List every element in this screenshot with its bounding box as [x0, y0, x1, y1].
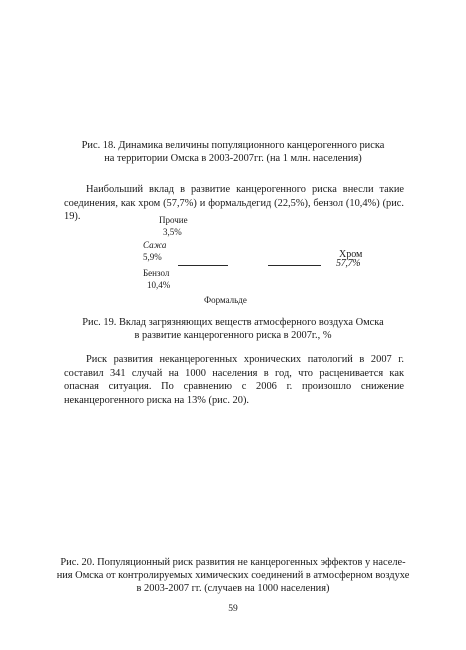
leader-line-left	[178, 265, 228, 266]
label-prochie-value: 3,5%	[163, 227, 182, 237]
figure-20-caption-line2: ния Омска от контролируемых химических соединений в атмосферном воздухе	[56, 570, 410, 581]
paragraph-carcinogenic-contribution: Наибольший вклад в развитие канцерогенного риска внесли такие соединения, как хром (57,7%) и формальдегид (22,5%), бензол (10,4%) (рис. 19).	[64, 184, 404, 223]
figure-18-caption-line1: Рис. 18. Динамика величины популяционного канцерогенного риска	[81, 140, 385, 151]
label-khrom-name: Хром	[339, 249, 363, 260]
label-sazha-value: 5,9%	[143, 252, 162, 262]
figure-18-caption-line2: на территории Омска в 2003-2007гг. (на 1 млн. населения)	[104, 153, 362, 164]
paragraph-non-carcinogenic-risk: Риск развития неканцерогенных хронических патологий в 2007 г. составил 341 случай на 1000 населения в год, что расценивается как опасная ситуация. По сравнению с 2006 г. произошло снижение неканцерогенного риска на 13% (рис. 20).	[64, 354, 404, 406]
figure-19-caption-line1: Рис. 19. Вклад загрязняющих веществ атмосферного воздуха Омска	[82, 317, 384, 328]
leader-line-right	[268, 265, 321, 266]
figure-20-caption-line1: Рис. 20. Популяционный риск развития не канцерогенных эффектов у населе-	[60, 557, 406, 568]
page-number: 59	[228, 604, 238, 614]
label-formaldegid-name: Формальде	[204, 295, 247, 305]
figure-19-caption-line2: в развитие канцерогенного риска в 2007г., %	[134, 330, 332, 341]
figure-19-caption	[52, 316, 414, 342]
label-khrom-value: 57,7%	[336, 258, 361, 269]
label-prochie-name: Прочие	[159, 215, 188, 225]
label-benzol-value: 10,4%	[147, 280, 171, 290]
label-benzol-name: Бензол	[143, 268, 170, 278]
figure-20-caption	[44, 556, 422, 595]
figure-20-caption-line3: в 2003-2007 гг. (случаев на 1000 населения)	[136, 583, 330, 594]
label-sazha-name: Сажа	[143, 240, 167, 250]
